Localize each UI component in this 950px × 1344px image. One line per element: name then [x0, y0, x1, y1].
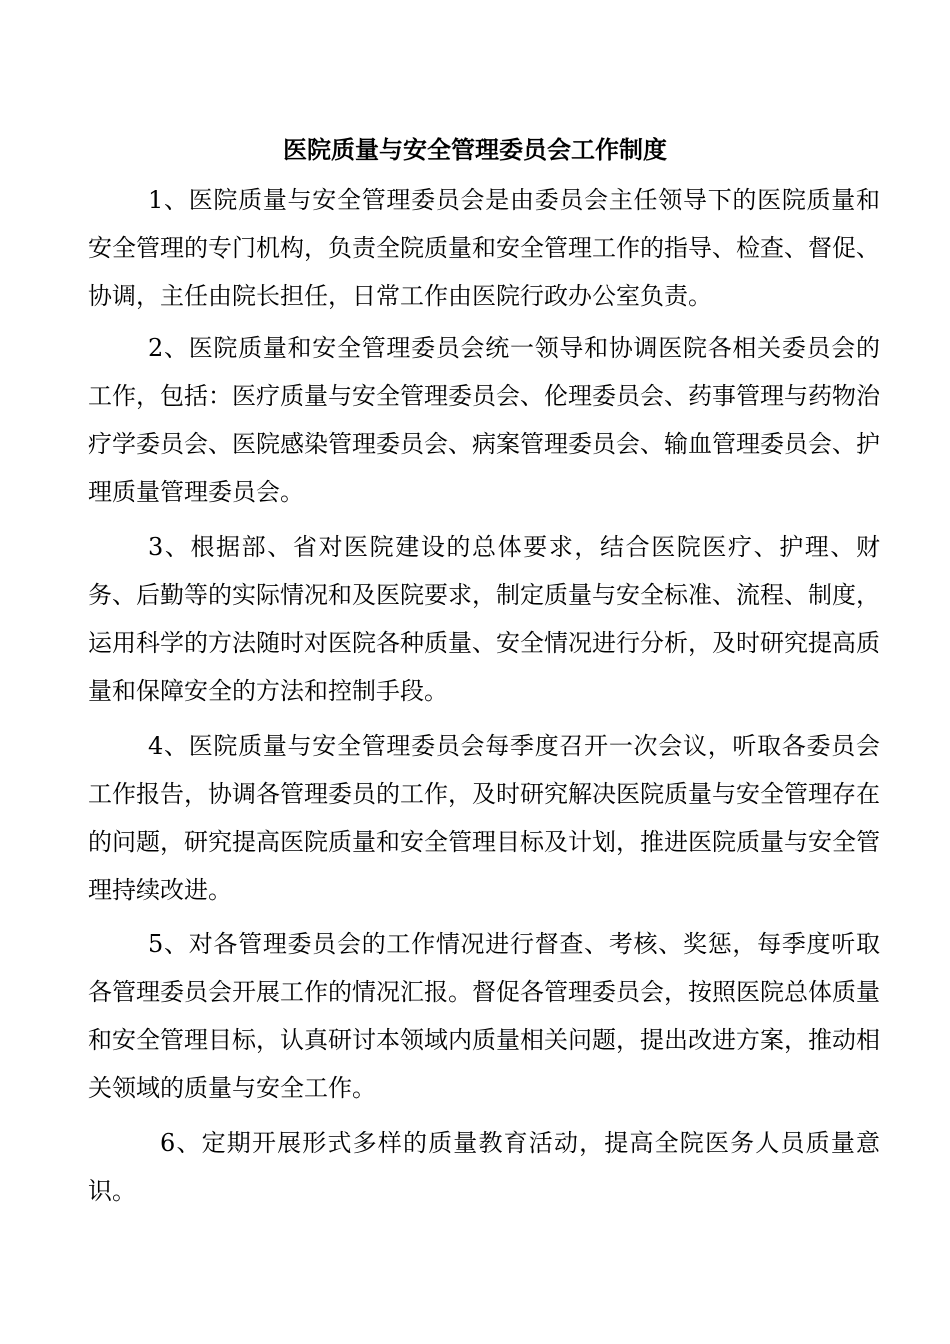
paragraph-5: 5、对各管理委员会的工作情况进行督查、考核、奖惩，每季度听取各管理委员会开展工作的情况汇报。督促各管理委员会，按照医院总体质量和安全管理目标，认真研讨本领域内质量相关问题，提出改进方案，推动相关领域的质量与安全工作。	[88, 930, 880, 1102]
paragraph-2: 2、医院质量和安全管理委员会统一领导和协调医院各相关委员会的工作，包括：医疗质量与安全管理委员会、伦理委员会、药事管理与药物治疗学委员会、医院感染管理委员会、病案管理委员会、输血管理委员会、护理质量管理委员会。	[88, 334, 880, 506]
paragraph-4: 4、医院质量与安全管理委员会每季度召开一次会议，听取各委员会工作报告，协调各管理委员的工作，及时研究解决医院质量与安全管理存在的问题，研究提高医院质量和安全管理目标及计划，推进医院质量与安全管理持续改进。	[88, 732, 880, 904]
paragraph-6: 6、定期开展形式多样的质量教育活动，提高全院医务人员质量意识。	[88, 1129, 880, 1205]
paragraph-3: 3、根据部、省对医院建设的总体要求，结合医院医疗、护理、财务、后勤等的实际情况和及医院要求，制定质量与安全标准、流程、制度，运用科学的方法随时对医院各种质量、安全情况进行分析，及时研究提高质量和保障安全的方法和控制手段。	[88, 533, 880, 705]
document-title: 医院质量与安全管理委员会工作制度	[283, 135, 667, 164]
paragraph-1: 1、医院质量与安全管理委员会是由委员会主任领导下的医院质量和安全管理的专门机构，负责全院质量和安全管理工作的指导、检查、督促、协调，主任由院长担任，日常工作由医院行政办公室负责。	[88, 186, 880, 310]
